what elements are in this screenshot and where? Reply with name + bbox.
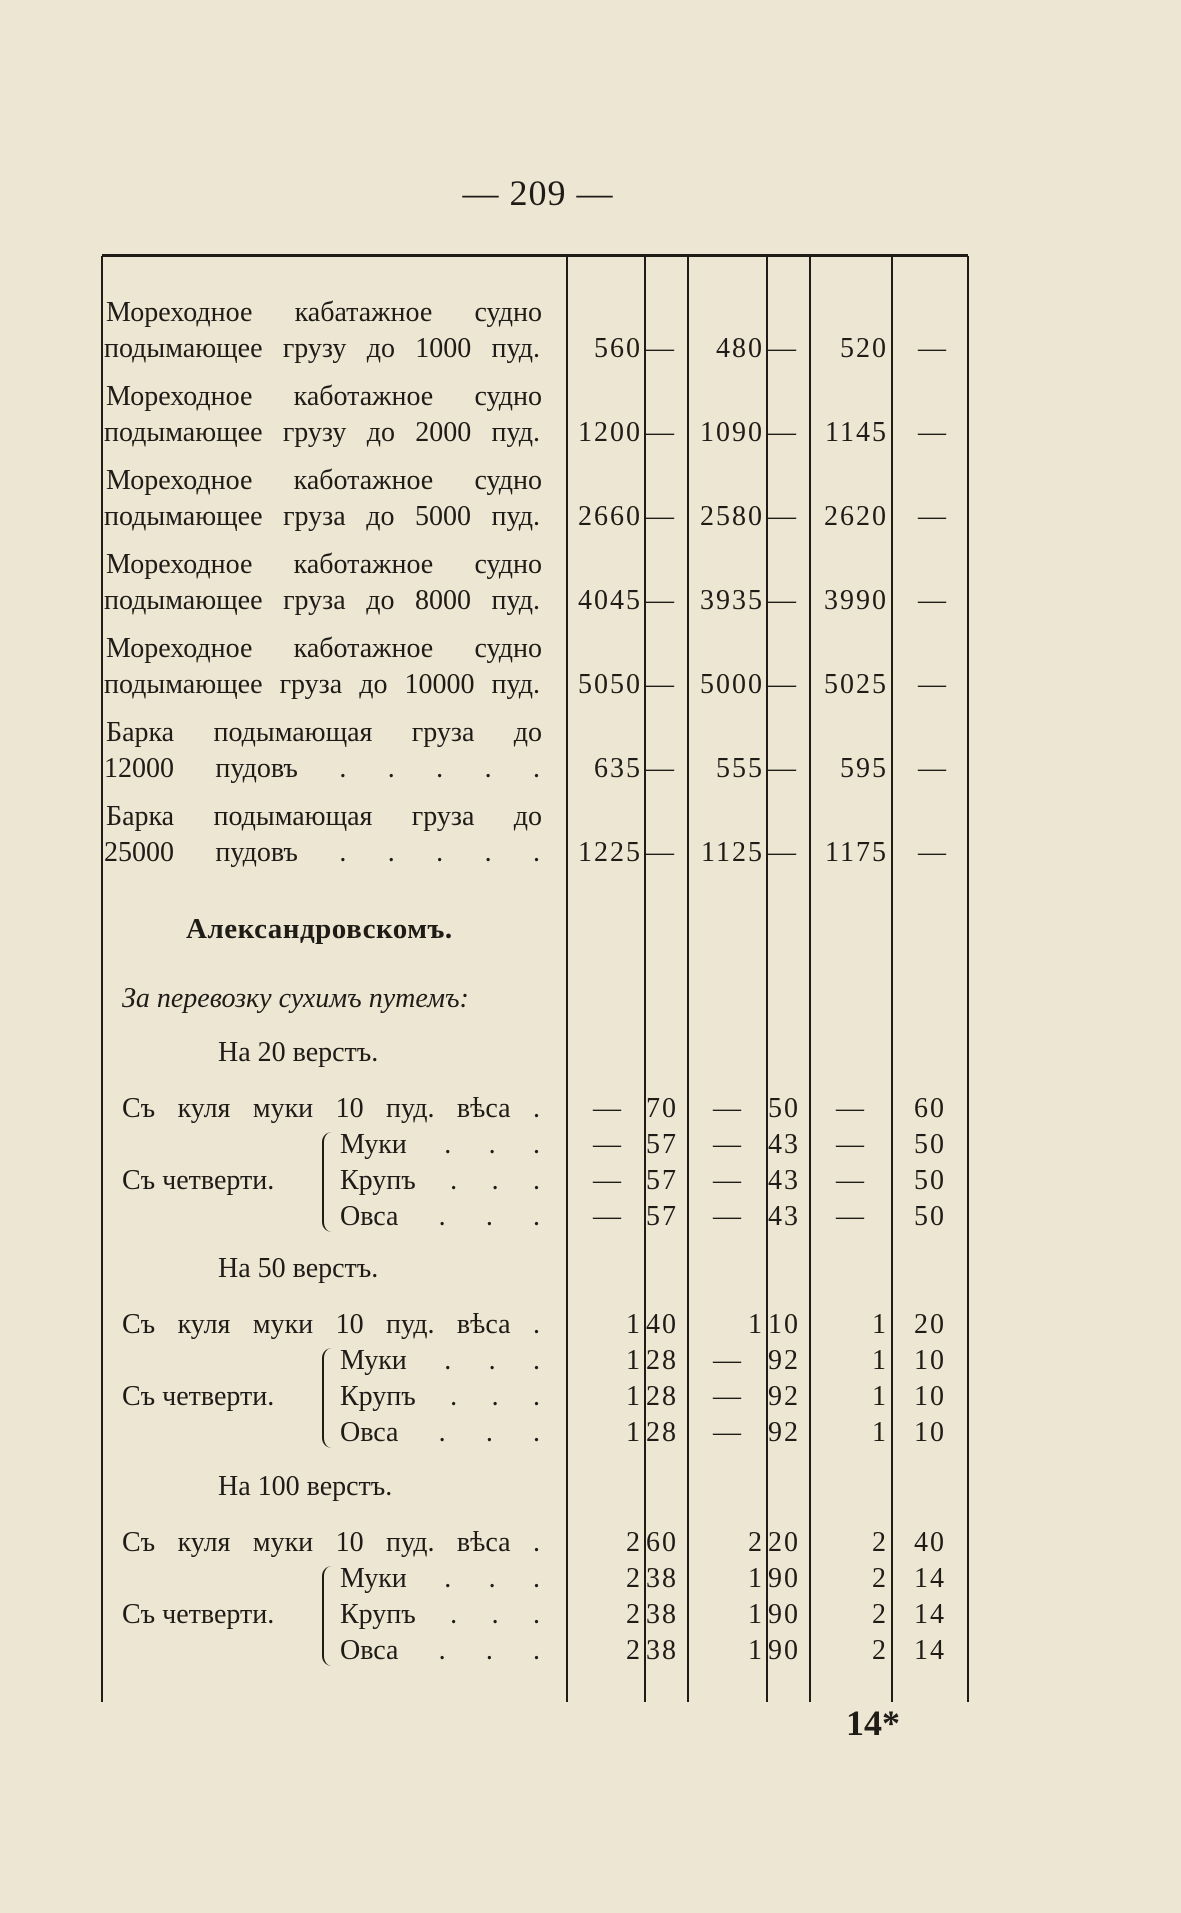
value-cell: 70 <box>646 1093 678 1124</box>
brace-bracket <box>322 1566 336 1666</box>
value-cell: 2 <box>626 1563 642 1594</box>
value-cell: 60 <box>914 1093 946 1124</box>
row-description-line1: Барка подымающая груза до <box>106 801 542 832</box>
value-cell: — <box>918 501 946 532</box>
row-description-line2: подымающее груза до 8000 пуд. <box>104 585 540 616</box>
value-cell: 28 <box>646 1381 678 1412</box>
value-cell: 40 <box>646 1309 678 1340</box>
value-cell: 1 <box>748 1635 764 1666</box>
row-description-line2: подымающее груза до 5000 пуд. <box>104 501 540 532</box>
table-top-rule <box>102 254 968 257</box>
col-divider-4 <box>766 256 768 1702</box>
chetvert-label: Съ четверти. <box>122 1381 275 1412</box>
kul-row-label: Съ куля муки 10 пуд. вѣса . <box>122 1527 540 1558</box>
row-description-line1: Мореходное каботажное судно <box>106 381 542 412</box>
value-cell: 40 <box>914 1527 946 1558</box>
value-cell: — <box>768 669 796 700</box>
distance-heading: На 100 верстъ. <box>218 1471 393 1502</box>
value-cell: 2 <box>626 1527 642 1558</box>
value-cell: 2660 <box>578 501 642 532</box>
value-cell: — <box>768 837 796 868</box>
value-cell: — <box>768 333 796 364</box>
value-cell: 1 <box>748 1599 764 1630</box>
value-cell: 90 <box>768 1563 800 1594</box>
value-cell: 10 <box>914 1345 946 1376</box>
value-cell: 1225 <box>578 837 642 868</box>
value-cell: — <box>593 1129 621 1160</box>
value-cell: 90 <box>768 1635 800 1666</box>
value-cell: 5000 <box>700 669 764 700</box>
value-cell: 3935 <box>700 585 764 616</box>
value-cell: — <box>713 1129 741 1160</box>
value-cell: 2 <box>872 1635 888 1666</box>
value-cell: 1 <box>872 1345 888 1376</box>
value-cell: 50 <box>914 1165 946 1196</box>
value-cell: 92 <box>768 1381 800 1412</box>
value-cell: — <box>646 837 674 868</box>
value-cell: — <box>593 1093 621 1124</box>
value-cell: 10 <box>768 1309 800 1340</box>
signature-mark: 14* <box>846 1703 900 1743</box>
row-description-line1: Мореходное каботажное судно <box>106 633 542 664</box>
table-right-border <box>967 256 969 1702</box>
value-cell: 2 <box>626 1599 642 1630</box>
value-cell: — <box>918 669 946 700</box>
value-cell: — <box>918 753 946 784</box>
value-cell: — <box>713 1381 741 1412</box>
value-cell: 2 <box>748 1527 764 1558</box>
value-cell: — <box>593 1201 621 1232</box>
brace-bracket <box>322 1348 336 1448</box>
value-cell: 2 <box>872 1599 888 1630</box>
row-description-line2: 12000 пудовъ . . . . . <box>104 753 540 784</box>
brace-bracket <box>322 1132 336 1232</box>
value-cell: 92 <box>768 1345 800 1376</box>
col-divider-2 <box>644 256 646 1702</box>
row-description-line2: подымающее груза до 10000 пуд. <box>104 669 540 700</box>
value-cell: 3990 <box>824 585 888 616</box>
value-cell: — <box>918 837 946 868</box>
kul-row-label: Съ куля муки 10 пуд. вѣса . <box>122 1093 540 1124</box>
value-cell: — <box>713 1345 741 1376</box>
section-title: Александровскомъ. <box>186 913 453 945</box>
value-cell: 10 <box>914 1417 946 1448</box>
value-cell: 635 <box>594 753 642 784</box>
value-cell: — <box>713 1201 741 1232</box>
item-label: Овса . . . <box>340 1201 540 1232</box>
col-divider-1 <box>566 256 568 1702</box>
value-cell: 43 <box>768 1129 800 1160</box>
section-subtitle: За перевозку сухимъ путемъ: <box>122 983 469 1014</box>
col-divider-5 <box>809 256 811 1702</box>
value-cell: — <box>646 333 674 364</box>
value-cell: 50 <box>768 1093 800 1124</box>
item-label: Муки . . . <box>340 1345 540 1376</box>
value-cell: 1090 <box>700 417 764 448</box>
item-label: Овса . . . <box>340 1417 540 1448</box>
item-label: Крупъ . . . <box>340 1599 540 1630</box>
value-cell: 1125 <box>701 837 764 868</box>
value-cell: 4045 <box>578 585 642 616</box>
value-cell: 14 <box>914 1599 946 1630</box>
value-cell: — <box>836 1165 864 1196</box>
value-cell: 1 <box>748 1309 764 1340</box>
value-cell: — <box>836 1201 864 1232</box>
value-cell: 1 <box>626 1417 642 1448</box>
value-cell: — <box>713 1093 741 1124</box>
value-cell: 1175 <box>825 837 888 868</box>
value-cell: 43 <box>768 1201 800 1232</box>
value-cell: 28 <box>646 1417 678 1448</box>
value-cell: — <box>836 1129 864 1160</box>
value-cell: 1 <box>626 1381 642 1412</box>
value-cell: — <box>836 1093 864 1124</box>
value-cell: 2 <box>872 1563 888 1594</box>
chetvert-label: Съ четверти. <box>122 1599 275 1630</box>
value-cell: 1145 <box>825 417 888 448</box>
value-cell: 92 <box>768 1417 800 1448</box>
value-cell: 1 <box>626 1309 642 1340</box>
value-cell: — <box>918 585 946 616</box>
value-cell: 43 <box>768 1165 800 1196</box>
value-cell: 5050 <box>578 669 642 700</box>
value-cell: 50 <box>914 1129 946 1160</box>
value-cell: 2 <box>872 1527 888 1558</box>
value-cell: — <box>646 753 674 784</box>
value-cell: 38 <box>646 1599 678 1630</box>
col-divider-6 <box>891 256 893 1702</box>
distance-heading: На 50 верстъ. <box>218 1253 379 1284</box>
value-cell: 1 <box>872 1309 888 1340</box>
row-description-line1: Мореходное кабатажное судно <box>106 297 542 328</box>
row-description-line1: Мореходное каботажное судно <box>106 465 542 496</box>
item-label: Овса . . . <box>340 1635 540 1666</box>
value-cell: 520 <box>840 333 888 364</box>
value-cell: 555 <box>716 753 764 784</box>
value-cell: 38 <box>646 1635 678 1666</box>
row-description-line1: Мореходное каботажное судно <box>106 549 542 580</box>
value-cell: — <box>918 333 946 364</box>
row-description-line1: Барка подымающая груза до <box>106 717 542 748</box>
value-cell: — <box>713 1417 741 1448</box>
value-cell: 60 <box>646 1527 678 1558</box>
row-description-line2: подымающее грузу до 1000 пуд. <box>104 333 540 364</box>
row-description-line2: подымающее грузу до 2000 пуд. <box>104 417 540 448</box>
value-cell: — <box>646 417 674 448</box>
value-cell: 14 <box>914 1563 946 1594</box>
value-cell: — <box>768 417 796 448</box>
value-cell: 1200 <box>578 417 642 448</box>
value-cell: — <box>646 585 674 616</box>
item-label: Муки . . . <box>340 1129 540 1160</box>
value-cell: 90 <box>768 1599 800 1630</box>
value-cell: — <box>918 417 946 448</box>
value-cell: — <box>713 1165 741 1196</box>
value-cell: 57 <box>646 1129 678 1160</box>
value-cell: — <box>768 501 796 532</box>
value-cell: — <box>646 669 674 700</box>
value-cell: 480 <box>716 333 764 364</box>
page-number: — 209 — <box>462 173 614 213</box>
value-cell: 5025 <box>824 669 888 700</box>
value-cell: — <box>768 753 796 784</box>
value-cell: 1 <box>872 1381 888 1412</box>
value-cell: 28 <box>646 1345 678 1376</box>
value-cell: 20 <box>768 1527 800 1558</box>
value-cell: — <box>593 1165 621 1196</box>
table-left-border <box>101 256 103 1702</box>
value-cell: 38 <box>646 1563 678 1594</box>
value-cell: 2 <box>626 1635 642 1666</box>
distance-heading: На 20 верстъ. <box>218 1037 379 1068</box>
col-divider-3 <box>687 256 689 1702</box>
value-cell: 20 <box>914 1309 946 1340</box>
value-cell: 560 <box>594 333 642 364</box>
value-cell: — <box>646 501 674 532</box>
value-cell: 595 <box>840 753 888 784</box>
row-description-line2: 25000 пудовъ . . . . . <box>104 837 540 868</box>
value-cell: 10 <box>914 1381 946 1412</box>
chetvert-label: Съ четверти. <box>122 1165 275 1196</box>
value-cell: 2620 <box>824 501 888 532</box>
value-cell: 1 <box>872 1417 888 1448</box>
item-label: Крупъ . . . <box>340 1381 540 1412</box>
value-cell: — <box>768 585 796 616</box>
value-cell: 57 <box>646 1201 678 1232</box>
value-cell: 57 <box>646 1165 678 1196</box>
value-cell: 1 <box>748 1563 764 1594</box>
item-label: Муки . . . <box>340 1563 540 1594</box>
kul-row-label: Съ куля муки 10 пуд. вѣса . <box>122 1309 540 1340</box>
value-cell: 50 <box>914 1201 946 1232</box>
value-cell: 14 <box>914 1635 946 1666</box>
item-label: Крупъ . . . <box>340 1165 540 1196</box>
value-cell: 2580 <box>700 501 764 532</box>
value-cell: 1 <box>626 1345 642 1376</box>
